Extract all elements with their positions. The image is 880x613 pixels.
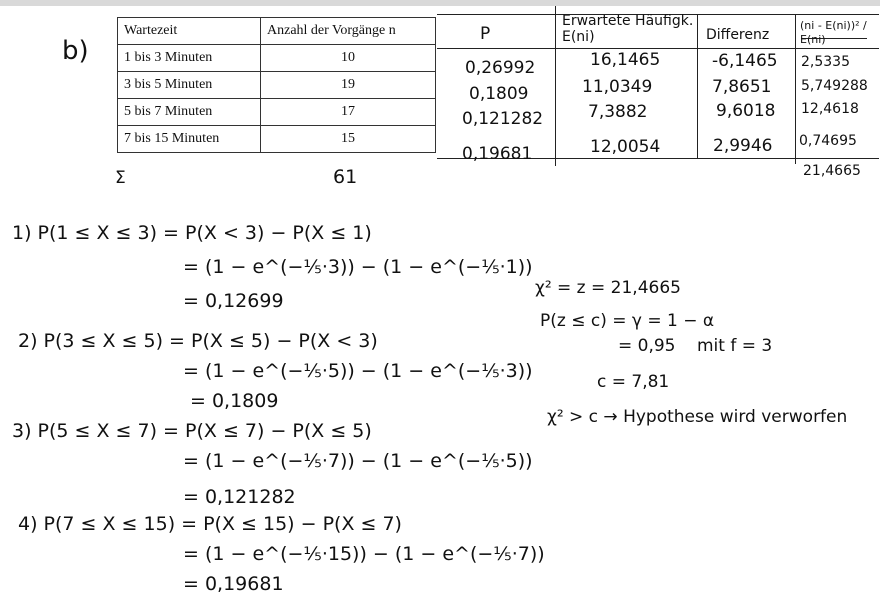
- hw-header-p: P: [480, 24, 491, 44]
- hw-difference-value: -6,1465: [712, 51, 778, 71]
- degrees-of-freedom: mit f = 3: [697, 336, 773, 356]
- header-anzahl: Anzahl der Vorgänge n: [261, 18, 436, 45]
- calc-4-line-1: 4) P(7 ≤ X ≤ 15) = P(X ≤ 15) − P(X ≤ 7): [18, 513, 402, 535]
- hw-chi-term-value: 2,5335: [801, 54, 850, 70]
- hw-chi-term-value: 5,749288: [801, 78, 868, 94]
- sum-value: 61: [333, 166, 358, 188]
- critical-value: c = 7,81: [597, 372, 670, 392]
- sum-symbol: Σ: [115, 168, 126, 188]
- hw-header-difference: Differenz: [706, 27, 770, 43]
- calc-3-line-2: = (1 − e^(−⅕·7)) − (1 − e^(−⅕·5)): [183, 450, 533, 472]
- table-cell: 15: [261, 126, 436, 153]
- calc-3-result: = 0,121282: [183, 486, 296, 508]
- table-cell: 1 bis 3 Minuten: [118, 45, 261, 72]
- conclusion: χ² > c → Hypothese wird verworfen: [547, 407, 848, 427]
- hw-chi-total: 21,4665: [803, 163, 861, 179]
- hw-expected-value: 11,0349: [582, 77, 653, 97]
- hw-difference-value: 2,9946: [713, 136, 773, 156]
- probability-equation: P(z ≤ c) = γ = 1 − α: [540, 311, 715, 331]
- gamma-value: = 0,95: [618, 336, 676, 356]
- calc-2-result: = 0,1809: [190, 390, 279, 412]
- hw-header-expected: Erwartete Häufigk. E(ni): [562, 13, 694, 45]
- table-row: [118, 126, 436, 153]
- calc-2-line-1: 2) P(3 ≤ X ≤ 5) = P(X ≤ 5) − P(X < 3): [18, 330, 378, 352]
- table-cell: 7 bis 15 Minuten: [118, 126, 261, 153]
- calc-1-line-1: 1) P(1 ≤ X ≤ 3) = P(X < 3) − P(X ≤ 1): [12, 222, 372, 244]
- hw-chi-term-value: 12,4618: [801, 101, 859, 117]
- hw-expected-value: 12,0054: [590, 137, 661, 157]
- calc-1-result: = 0,12699: [183, 290, 284, 312]
- hw-table-divider: [795, 14, 796, 164]
- hw-p-value: 0,26992: [465, 58, 536, 78]
- calc-3-line-1: 3) P(5 ≤ X ≤ 7) = P(X ≤ 7) − P(X ≤ 5): [12, 420, 372, 442]
- header-wartezeit: Wartezeit: [118, 18, 261, 45]
- hw-p-value: 0,1809: [469, 84, 529, 104]
- calc-2-line-2: = (1 − e^(−⅕·5)) − (1 − e^(−⅕·3)): [183, 360, 533, 382]
- hw-header-chi-term: (ni - E(ni))² / E(ni): [800, 19, 867, 46]
- calc-1-line-2: = (1 − e^(−⅕·3)) − (1 − e^(−⅕·1)): [183, 256, 533, 278]
- hw-expected-value: 7,3882: [588, 102, 648, 122]
- hw-table-divider: [555, 6, 556, 166]
- table-cell: 19: [261, 72, 436, 99]
- chi-square-value: χ² = z = 21,4665: [535, 278, 681, 298]
- table-row: [118, 45, 436, 72]
- table-row: [118, 72, 436, 99]
- hw-difference-value: 9,6018: [716, 101, 776, 121]
- table-cell: 17: [261, 99, 436, 126]
- hw-p-value: 0,19681: [462, 144, 533, 164]
- printed-table-header: [118, 18, 436, 45]
- hw-chi-term-value: 0,74695: [799, 133, 857, 149]
- hw-table-divider: [697, 14, 698, 159]
- printed-table: [117, 17, 436, 153]
- calc-4-result: = 0,19681: [183, 573, 284, 595]
- hw-table-header-line: [437, 48, 879, 49]
- table-cell: 10: [261, 45, 436, 72]
- table-cell: 3 bis 5 Minuten: [118, 72, 261, 99]
- calc-4-line-2: = (1 − e^(−⅕·15)) − (1 − e^(−⅕·7)): [183, 543, 545, 565]
- table-cell: 5 bis 7 Minuten: [118, 99, 261, 126]
- table-row: [118, 99, 436, 126]
- hw-expected-value: 16,1465: [590, 50, 661, 70]
- hw-difference-value: 7,8651: [712, 77, 772, 97]
- hw-p-value: 0,121282: [462, 109, 544, 129]
- part-label: b): [62, 36, 89, 66]
